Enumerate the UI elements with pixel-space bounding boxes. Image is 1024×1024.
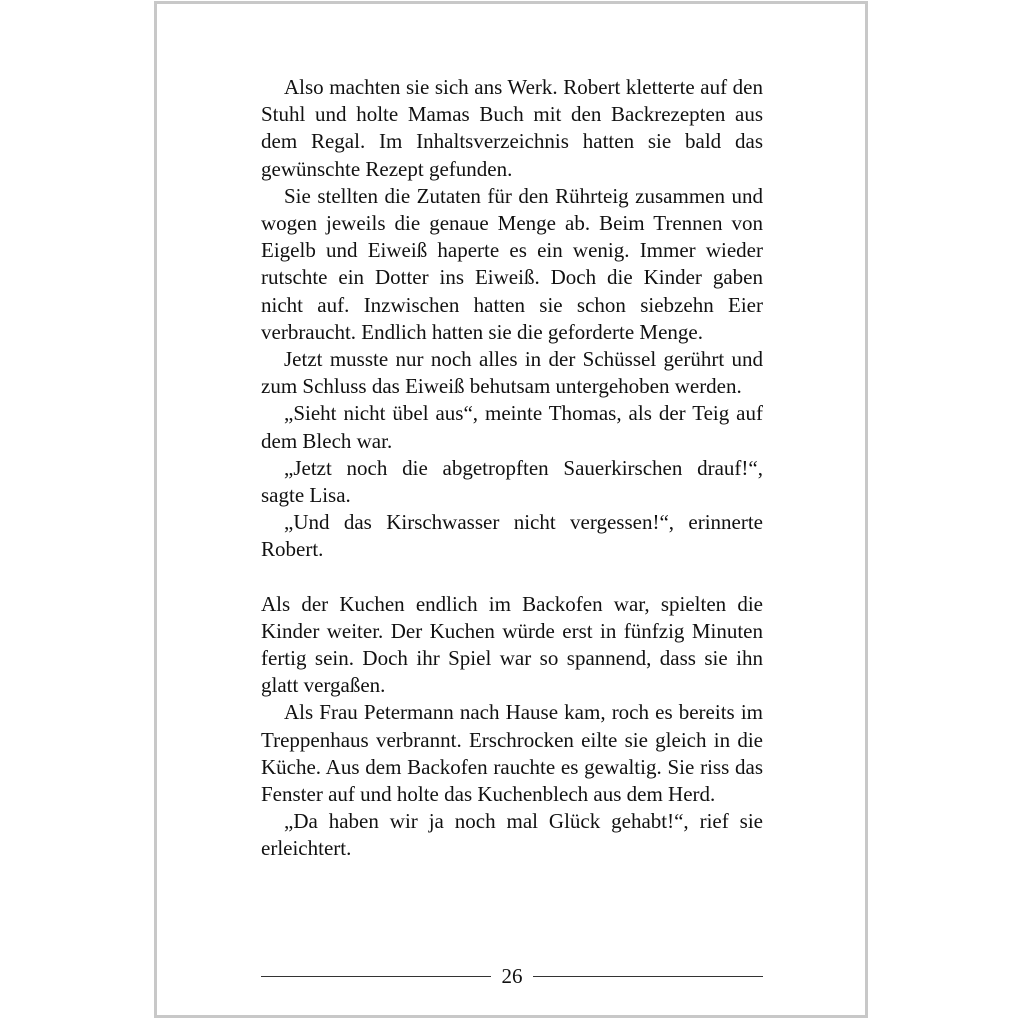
paragraph-2: Sie stellten die Zutaten für den Rührteig zusammen und wogen jeweils die genaue Menge ab. Beim Trennen von Eigelb und Eiweiß haperte es ein wenig. Immer wieder rutschte ein Dotter ins Eiweiß. Doch die Kinder gaben nicht auf. Inzwischen hatten sie schon siebzehn Eier verbraucht. Endlich hatten sie die geforderte Menge. [261,183,763,344]
paragraph-6: „Und das Kirschwasser nicht vergessen!“, erinnerte Robert. [261,510,763,562]
page-footer [261,962,763,990]
paragraph-1: Also machten sie sich ans Werk. Robert kletterte auf den Stuhl und holte Mamas Buch mit den Backrezepten aus dem Regal. Im Inhaltsverzeichnis hatten sie bald das gewünschte Rezept gefunden. [261,75,763,181]
page-number: 26 [501,963,523,988]
paragraph-9: „Da haben wir ja noch mal Glück gehabt!“, rief sie erleichtert. [261,809,763,861]
paragraph-5: „Jetzt noch die abgetropften Sauerkirschen drauf!“, sagte Lisa. [261,455,763,508]
section-break [261,564,763,591]
body-text [261,74,763,863]
paragraph-8: Als Frau Petermann nach Hause kam, roch es bereits im Treppenhaus verbrannt. Erschrocken eilte sie gleich in die Küche. Aus dem Backofen rauchte es gewaltig. Sie riss das Fenster auf und holte das Kuchenblech aus dem Herd. [261,700,763,807]
paragraph-4: „Sieht nicht übel aus“, meinte Thomas, als der Teig auf dem Blech war. [261,401,763,453]
paragraph-3: Jetzt musste nur noch alles in der Schüssel gerührt und zum Schluss das Eiweiß behutsam untergehoben werden. [261,347,763,399]
paragraph-7: Als der Kuchen endlich im Backofen war, spielten die Kinder weiter. Der Kuchen würde erst in fünfzig Minuten fertig sein. Doch ihr Spiel war so spannend, dass sie ihn glatt vergaßen. [261,591,763,698]
footer-rule-right [533,976,763,977]
footer-rule-left [261,976,491,977]
